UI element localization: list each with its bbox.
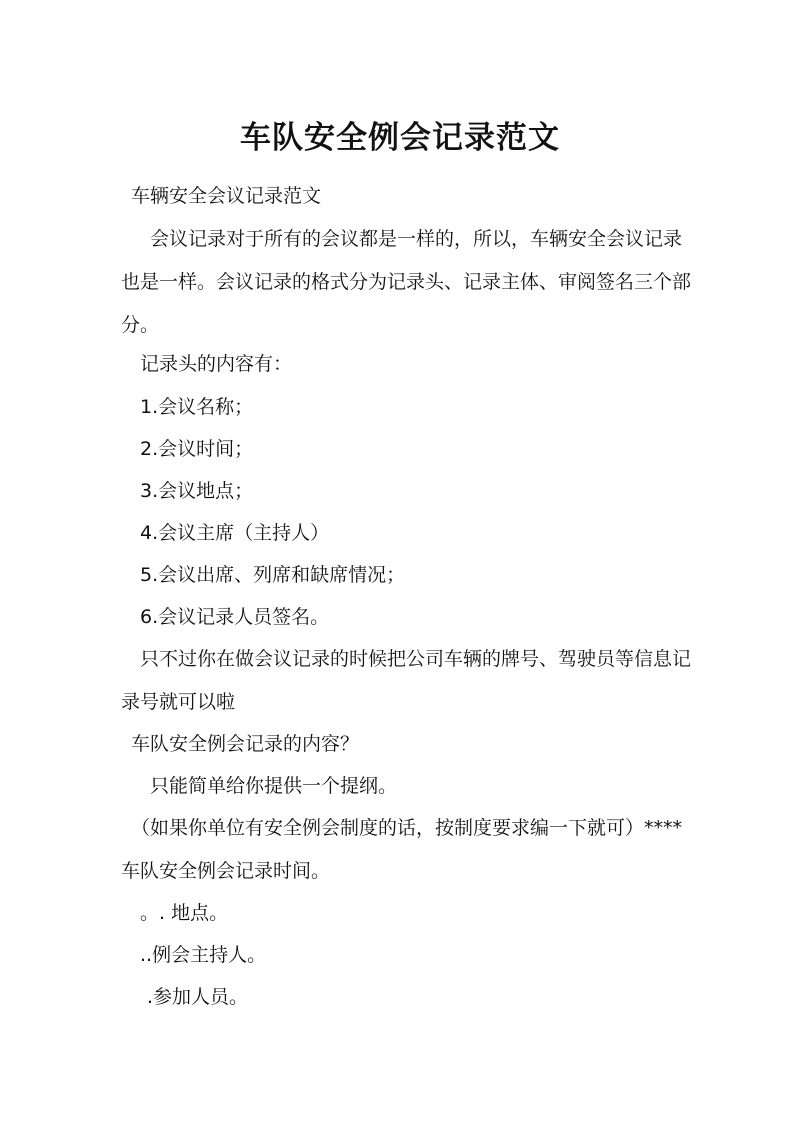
list-item: 5.会议出席、列席和缺席情况； — [140, 564, 406, 586]
document-title: 车队安全例会记录范文 — [240, 120, 560, 156]
list-item: 4.会议主席（主持人） — [140, 522, 330, 544]
paragraph-line: ..例会主持人。 — [140, 944, 267, 966]
paragraph-line: .参加人员。 — [147, 986, 249, 1008]
paragraph-line: 只不过你在做会议记录的时候把公司车辆的牌号、驾驶员等信息记 — [140, 648, 692, 670]
paragraph-line: 也是一样。会议记录的格式分为记录头、记录主体、审阅签名三个部 — [121, 271, 692, 293]
section-heading: 记录头的内容有： — [140, 353, 293, 375]
list-item: 2.会议时间； — [140, 438, 254, 460]
paragraph-line: （如果你单位有安全例会制度的话，按制度要求编一下就可）**** — [131, 817, 683, 839]
section-heading: 车队安全例会记录的内容？ — [131, 733, 360, 755]
paragraph-line: 只能简单给你提供一个提纲。 — [150, 775, 398, 797]
paragraph-line: 车队安全例会记录时间。 — [121, 860, 331, 882]
paragraph-line: 录号就可以啦 — [121, 691, 236, 713]
paragraph-line: 分。 — [121, 314, 160, 336]
paragraph-line: 会议记录对于所有的会议都是一样的，所以，车辆安全会议记录 — [150, 228, 683, 250]
paragraph-line: 。. 地点。 — [140, 902, 229, 924]
list-item: 1.会议名称； — [140, 396, 254, 418]
section-heading: 车辆安全会议记录范文 — [131, 185, 322, 207]
list-item: 6.会议记录人员签名。 — [140, 606, 330, 628]
list-item: 3.会议地点； — [140, 480, 254, 502]
